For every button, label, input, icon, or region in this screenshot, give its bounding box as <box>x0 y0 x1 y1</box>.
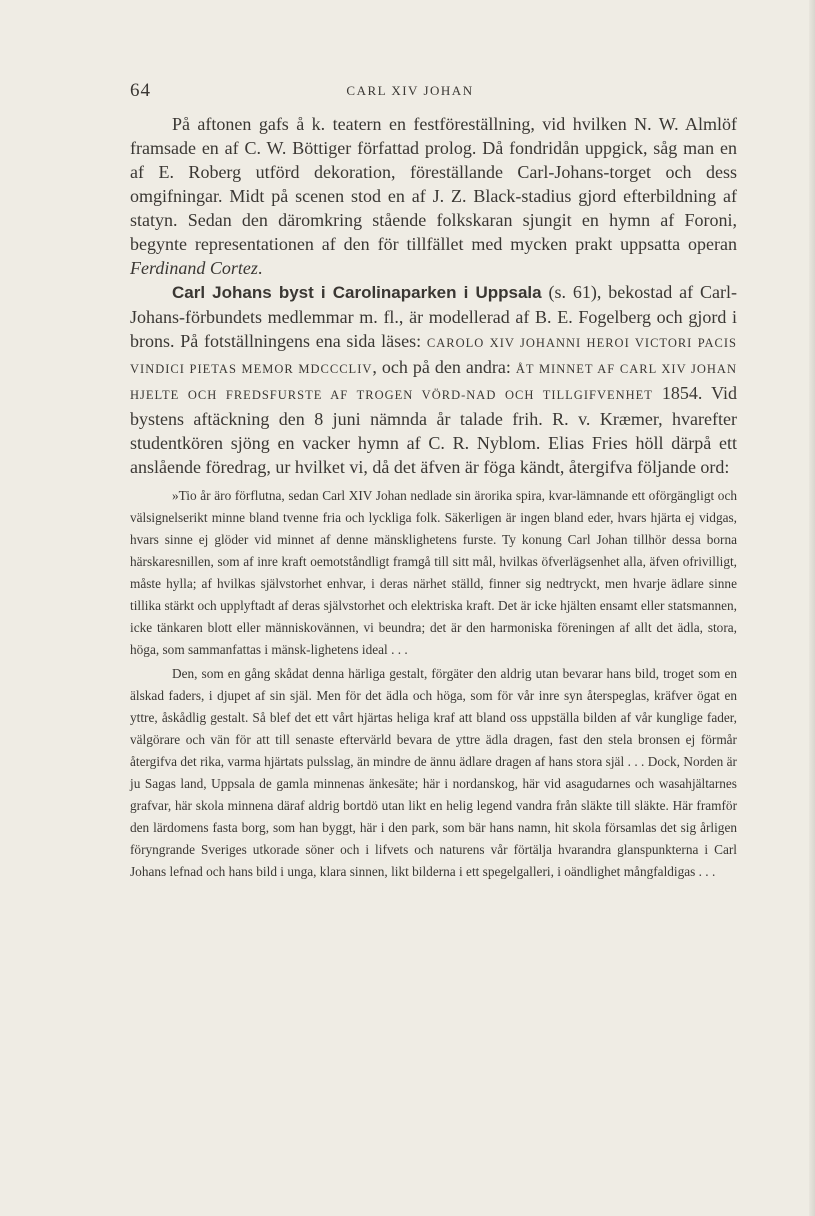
paragraph-text-c: 1854. Vid bystens aftäckning den 8 juni nämnda år talade frih. R. v. Kræmer, hvarefter studentkören sjöng en vacker hymn af C. R. Nyblom. Elias Fries höll därpå ett anslående föredrag, ur hvilket vi, då det äfven är föga kändt, återgifva följande ord: <box>130 383 737 477</box>
quote-paragraph-1: »Tio år äro förflutna, sedan Carl XIV Johan nedlade sin ärorika spira, kvar-lämnande ett oförgängligt och välsignelserikt minne bland tvenne fria och lyckliga folk. Säkerligen är ingen bland eder, hvars hjärta ej vidgas, hvars sinne ej glöder vid minnet af denne mänsklighetens furste. Ty konung Carl Johan tillhör dessa borna härskaresnillen, som af inre kraft oemotståndligt framgå till sitt mål, hvilkas öfverlägsenhet alla, äfven ofrivilligt, måste hylla; af hvilkas självstorhet enhvar, i deras närhet ställd, finner sig nedtryckt, men hvarje ädlare sinne tillika stärkt och upplyftadt af deras självstorhet och elektriska kraft. Det är icke hjälten ensamt eller statsmannen, icke tänkaren blott eller människovännen, vi beundra; det är den harmoniska föreningen af allt det ädla, stora, höga, som sammanfattas i mänsk-lighetens ideal . . . <box>130 488 737 657</box>
quote-paragraph-2: Den, som en gång skådat denna härliga gestalt, förgäter den aldrig utan bevarar hans bild, troget som en älskad faders, i djupet af sin själ. Men för det ädla och höga, som för vår inre syn återspeglas, kräfver ögat en yttre, åskådlig gestalt. Så blef det ett vårt hjärtas heliga kraf att bland oss uppställa bilden af vår kunglige fader, välgörare och vän för att till senaste eftervärld bevara de yttre ädla dragen, fast den stela bronsen ej förmår återgifva det rika, varma hjärtats pulsslag, än mindre de ännu ädlare dragen af hans stora själ . . . Dock, Norden är ju Sagas land, Uppsala de gamla minnenas änkesäte; här i nordanskog, här vid asagudarnes och wasahjältarnes grafvar, här skola minnena däraf aldrig bortdö utan likt en helig legend vandra från släkte till släkte. Här framför den lärdomens fasta borg, som han byggt, här i den park, som bär hans namn, hit skola församlas det sig årligen föryngrande Sveriges utkorade söner och i lifvets och naturens vår förtälja hvarandra glanspunkterna i Carl Johans lefnad och hans bild i unga, klara sinnen, likt bilderna i ett spegelgalleri, i oändlighet mångfaldigas . . . <box>130 666 737 879</box>
paragraph-bust <box>130 280 737 479</box>
page-header <box>130 80 690 106</box>
paragraph-text-b: , och på den andra: <box>372 357 516 377</box>
page-edge <box>809 0 815 1216</box>
inscription-swedish: ÅT MINNET AF CARL XIV JOHAN HJELTE OCH FREDSFURSTE AF TROGEN VÖRD-NAD OCH TILLGIFVENHET <box>130 362 737 402</box>
opera-title: Ferdinand Cortez <box>130 258 258 278</box>
section-heading: Carl Johans byst i Carolinaparken i Uppsala <box>172 283 542 302</box>
body-text <box>130 112 737 883</box>
paragraph-festival <box>130 112 737 280</box>
running-title: CARL XIV JOHAN <box>346 83 474 98</box>
page-number: 64 <box>130 80 151 101</box>
paragraph-text-a: (s. 61), bekostad af Carl-Johans-förbundets medlemmar m. fl., är modellerad af B. E. Fogelberg och gjord i brons. På fotställningens ena sida läses: <box>130 282 737 351</box>
inscription-latin: CAROLO XIV JOHANNI HEROI VICTORI PACIS VINDICI PIETAS MEMOR MDCCCLIV <box>130 336 737 376</box>
paragraph-text: På aftonen gafs å k. teatern en festföreställning, vid hvilken N. W. Almlöf framsade en af C. W. Böttiger författad prolog. Då fondridån uppgick, såg man en af E. Roberg utförd dekoration, föreställande Carl-Johans-torget och dess omgifningar. Midt på scenen stod en af J. Z. Black-stadius gjord efterbildning af statyn. Sedan den däromkring stående folkskaran sjungit en hymn af Foroni, begynte representationen af den för tillfället med mycken prakt uppsatta operan <box>130 114 737 254</box>
paragraph-end: . <box>257 258 263 278</box>
